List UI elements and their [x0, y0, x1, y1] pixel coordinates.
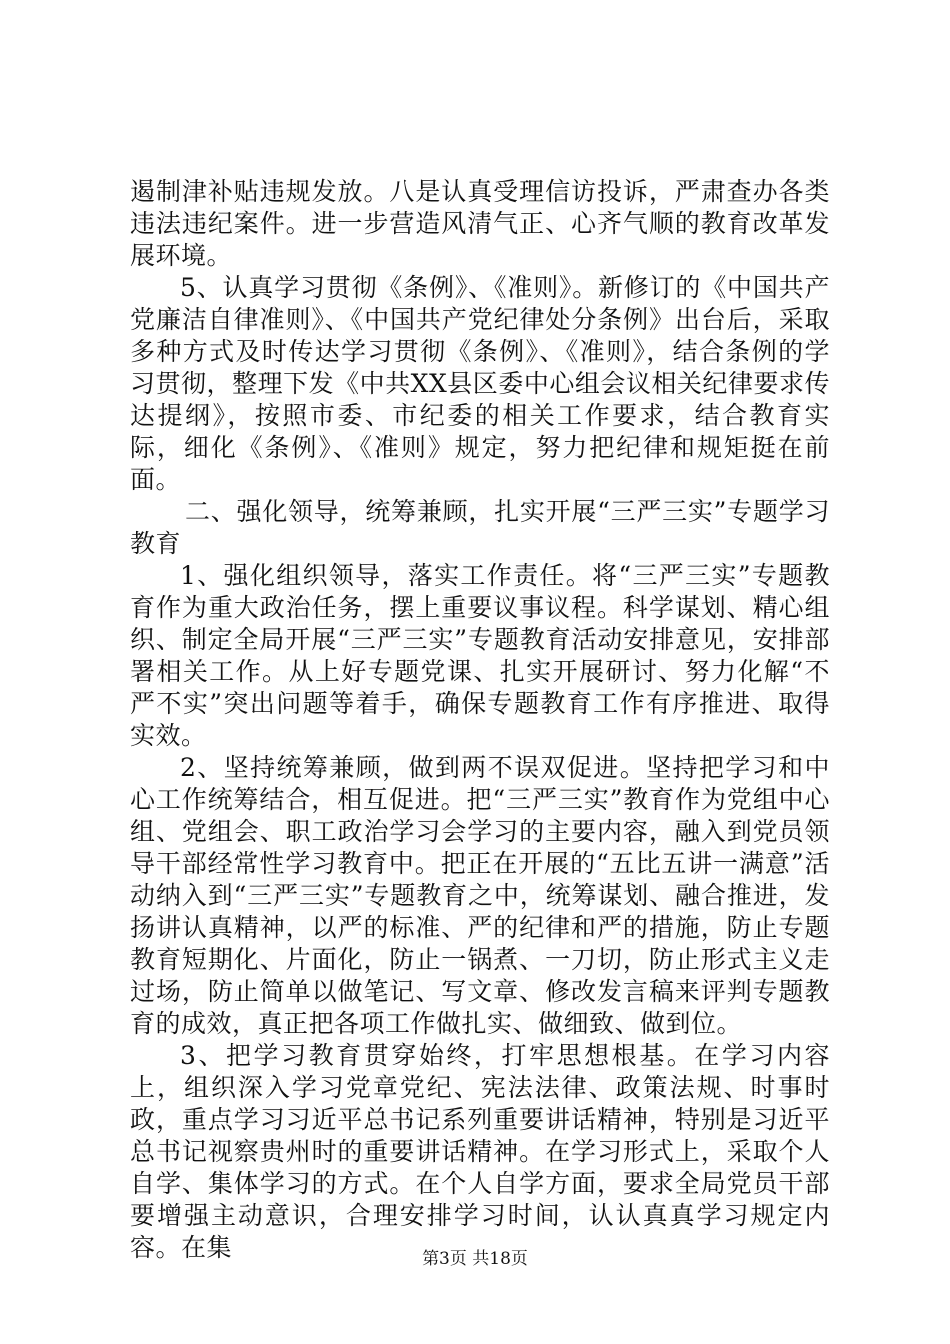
page-number-footer: 第3页 共18页: [422, 1249, 528, 1269]
paragraph-item-1: 1、强化组织领导，落实工作责任。将“三严三实”专题教育作为重大政治任务，摆上重要议事议程。科学谋划、精心组织、制定全局开展“三严三实”专题教育活动安排意见，安排部署相关工作。从上好专题党课、扎实开展研讨、努力化解“不严不实”突出问题等着手，确保专题教育工作有序推进、取得实效。: [130, 561, 830, 750]
section-heading: 二、强化领导，统筹兼顾，扎实开展“三严三实”专题学习教育: [130, 497, 830, 558]
paragraph-item-3: 3、把学习教育贯穿始终，打牢思想根基。在学习内容上，组织深入学习党章党纪、宪法法律、政策法规、时事时政，重点学习习近平总书记系列重要讲话精神，特别是习近平总书记视察贵州时的重要讲话精神。在学习形式上，采取个人自学、集体学习的方式。在个人自学方面，要求全局党员干部要增强主动意识，合理安排学习时间，认认真真学习规定内容。在集: [130, 1041, 830, 1262]
paragraph-item-2: 2、坚持统筹兼顾，做到两不误双促进。坚持把学习和中心工作统筹结合，相互促进。把“三严三实”教育作为党组中心组、党组会、职工政治学习会学习的主要内容，融入到党员领导干部经常性学习教育中。把正在开展的“五比五讲一满意”活动纳入到“三严三实”专题教育之中，统筹谋划、融合推进，发扬讲认真精神，以严的标准、严的纪律和严的措施，防止专题教育短期化、片面化，防止一锅煮、一刀切，防止形式主义走过场，防止简单以做笔记、写文章、修改发言稿来评判专题教育的成效，真正把各项工作做扎实、做细致、做到位。: [130, 753, 830, 1038]
paragraph-continuation: 遏制津补贴违规发放。八是认真受理信访投诉，严肃查办各类违法违纪案件。进一步营造风清气正、心齐气顺的教育改革发展环境。: [130, 177, 830, 270]
document-body: [130, 176, 830, 1264]
paragraph-item-5: 5、认真学习贯彻《条例》、《准则》。新修订的《中国共产党廉洁自律准则》、《中国共产党纪律处分条例》出台后，采取多种方式及时传达学习贯彻《条例》、《准则》，结合条例的学习贯彻，整理下发《中共XX县区委中心组会议相关纪律要求传达提纲》，按照市委、市纪委的相关工作要求，结合教育实际，细化《条例》、《准则》规定，努力把纪律和规矩挺在前面。: [130, 273, 830, 494]
